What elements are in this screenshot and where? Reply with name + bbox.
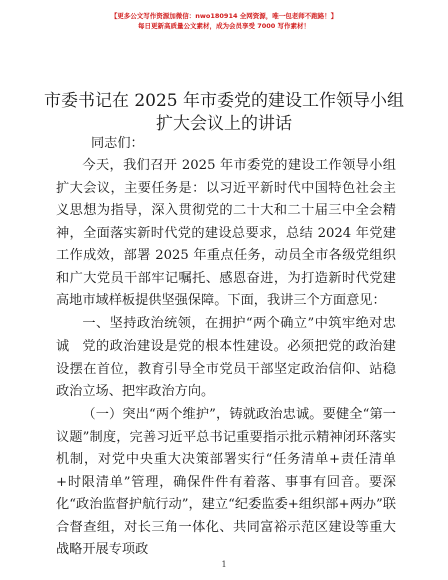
page-number: 1 [221,560,227,569]
document-title-line-1: 市委书记在 2025 年市委党的建设工作领导小组 [43,91,405,111]
promo-banner-line-2: 每日更新高质量公文素材，成为会员享受 7000 写作素材！ [137,22,311,30]
paragraph-section-1: 党的政治建设是党的根本性建设。必须把党的政治建设摆在首位，教育引导全市党员干部坚定政治信仰、站稳政治立场、把牢政治方向。 [56,339,396,399]
document-title-line-2: 扩大会议上的讲话 [156,114,292,134]
salutation: 同志们： [91,136,144,151]
promo-banner-line-1: 【更多公文写作资源加微信：nwo180914 全网资源，唯一包老师不跑路！】 [110,12,338,20]
paragraph-subsection-1: （一）突出“两个维护”，铸就政治忠诚。要健全“第一议题”制度，完善习近平总书记重要指示批示精神闭环落实机制，对党中央重大决策部署实行“任务清单+责任清单+时限清单”管理，确保件件有着落、事事有回音。要深化“政治监督护航行动”，建立“纪委监委+组织部+两办”联合督查组，对长三角一体化、共同富裕示范区建设等重大战略开展专项政 [56,407,396,557]
paragraph-intro: 今天，我们召开 2025 年市委党的建设工作领导小组扩大会议，主要任务是：以习近平新时代中国特色社会主义思想为指导，深入贯彻党的二十大和二十届三中全会精神，全面落实新时代党的建设总要求，总结 2024 年党建工作成效，部署 2025 年重点任务，动员全市各级党组织和广大党员干部牢记嘱托、感恩奋进，为打造新时代党建高地市域样板提供坚强保障。下面，我讲三个方面意见： [56,158,396,308]
section-heading-1: 一、坚持政治统领，在拥护“两个确立”中筑牢绝对忠诚 [56,316,396,354]
